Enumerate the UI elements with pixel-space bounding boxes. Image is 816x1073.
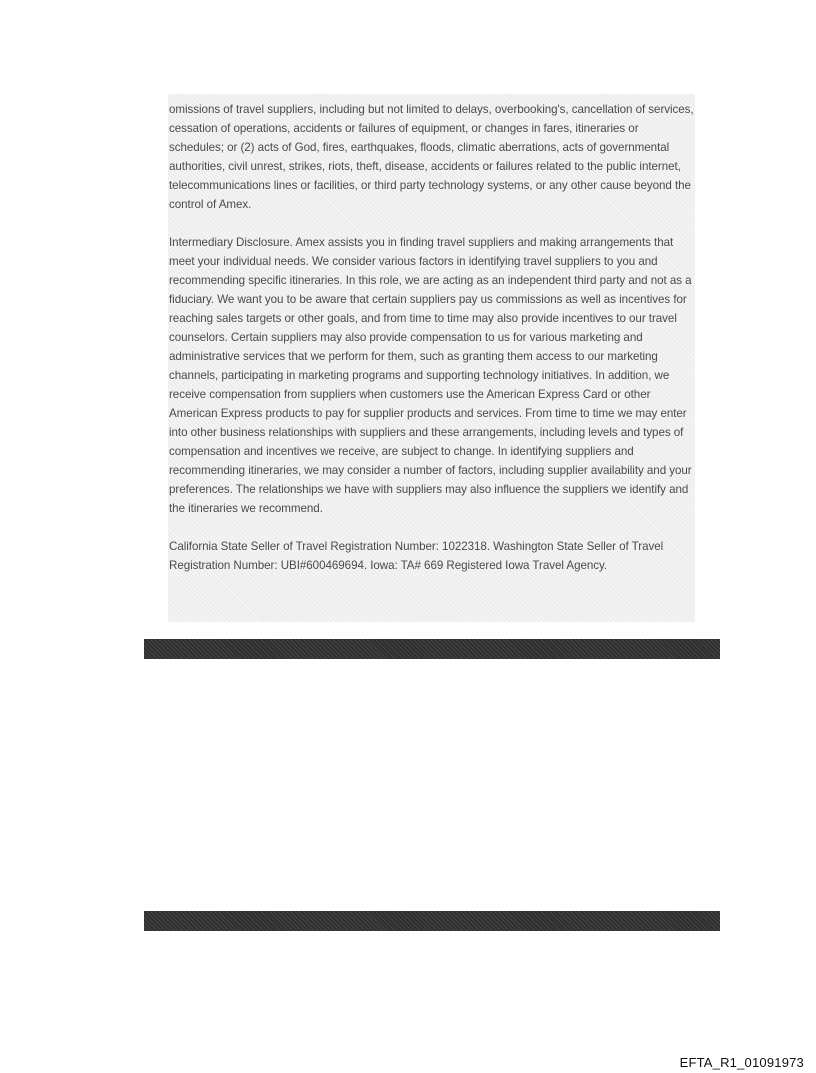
liability-paragraph: omissions of travel suppliers, including but not limited to delays, overbooking's, cancellation of services, cessation of operations, accidents or failures of equipment, or changes in fares, itineraries or schedules; or (2) acts of God, fires, earthquakes, floods, climatic aberrations, acts of governmental authorities, civil unrest, strikes, riots, theft, disease, accidents or failures related to the public internet, telecommunications lines or facilities, or third party technology systems, or any other cause beyond the control of Amex. [169, 103, 694, 211]
redaction-bar-top [144, 639, 720, 659]
document-id: EFTA_R1_01091973 [679, 1055, 804, 1070]
registration-numbers-paragraph: California State Seller of Travel Registration Number: 1022318. Washington State Seller of Travel Registration Number: UBI#600469694. Iowa: TA# 669 Registered Iowa Travel Agency. [169, 540, 664, 572]
intermediary-disclosure-paragraph: Intermediary Disclosure. Amex assists you in finding travel suppliers and making arrangements that meet your individual needs. We consider various factors in identifying travel suppliers to you and recommending specific itineraries. In this role, we are acting as an independent third party and not as a fiduciary. We want you to be aware that certain suppliers pay us commissions as well as incentives for reaching sales targets or other goals, and from time to time may also provide incentives to our travel counselors. Certain suppliers may also provide compensation to us for various marketing and administrative services that we perform for them, such as granting them access to our marketing channels, participating in marketing programs and supporting technology initiatives. In addition, we receive compensation from suppliers when customers use the American Express Card or other American Express products to pay for supplier products and services. From time to time we may enter into other business relationships with suppliers and these arrangements, including levels and types of compensation and incentives we receive, are subject to change. In identifying suppliers and recommending itineraries, we may consider a number of factors, including supplier availability and your preferences. The relationships we have with suppliers may also influence the suppliers we identify and the itineraries we recommend. [169, 236, 692, 515]
document-text-panel [168, 94, 695, 622]
redaction-bar-bottom [144, 911, 720, 931]
